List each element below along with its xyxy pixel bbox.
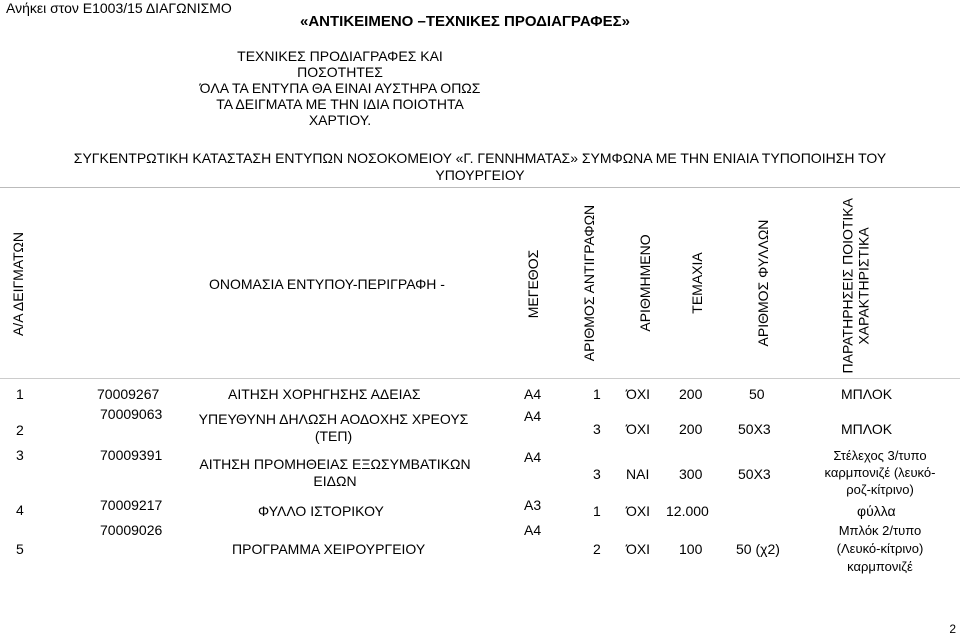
row-name: ΦΥΛΛΟ ΙΣΤΟΡΙΚΟΥ [258,503,384,519]
intro-line: ΧΑΡΤΙΟΥ. [308,112,372,128]
column-header-sheets: ΑΡΙΘΜΟΣ ΦΥΛΛΩΝ [755,219,771,347]
row-notes [805,522,955,576]
notes-line: ΧΑΡΑΚΤΗΡΙΣΤΙΚΑ [855,227,872,345]
row-name-line: ΑΙΤΗΣΗ ΠΡΟΜΗΘΕΙΑΣ ΕΞΩΣΥΜΒΑΤΙΚΩΝ [199,456,471,472]
row-aa: 4 [16,502,24,518]
row-pieces: 12.000 [666,503,709,519]
row-size: Α4 [524,449,542,465]
row-code: 70009217 [100,497,163,513]
intro-line: ΠΟΣΟΤΗΤΕΣ [297,64,383,80]
header-belongs-to: Ανήκει στον Ε1003/15 ΔΙΑΓΩΝΙΣΜΟ [6,0,232,16]
row-copies: 2 [593,541,601,557]
summary-line: ΣΥΓΚΕΝΤΡΩΤΙΚΗ ΚΑΤΑΣΤΑΣΗ ΕΝΤΥΠΩΝ ΝΟΣΟΚΟΜΕΙΟΥ «Γ. ΓΕΝΝΗΜΑΤΑΣ» ΣΥΜΦΩΝΑ ΜΕ ΤΗΝ ΕΝΙΑΙΑ ΤΥΠΟΠΟΙΗΣΗ ΤΟΥ [73,150,887,166]
row-sheets: 50 (χ2) [736,541,780,557]
row-name-line: (ΤΕΠ) [314,428,353,444]
column-header-aa: Α/Α ΔΕΙΓΜΑΤΩΝ [10,231,26,337]
row-notes: ΜΠΛΟΚ [841,386,893,402]
row-aa: 5 [16,541,24,557]
column-header-numbered: ΑΡΙΘΜΗΜΕΝΟ [637,234,653,332]
summary-separator [0,187,960,188]
page-number: 2 [949,622,956,636]
row-notes [805,447,955,498]
column-header-notes [840,199,872,374]
intro-line: ΤΑ ΔΕΙΓΜΑΤΑ ΜΕ ΤΗΝ ΙΔΙΑ ΠΟΙΟΤΗΤΑ [216,96,464,112]
row-aa: 2 [16,422,24,438]
row-numbered: ΌΧΙ [626,503,651,519]
column-header-pieces: ΤΕΜΑΧΙΑ [689,252,705,314]
row-code: 70009391 [100,447,163,463]
intro-line: ΤΕΧΝΙΚΕΣ ΠΡΟΔΙΑΓΡΑΦΕΣ ΚΑΙ [237,48,443,64]
row-aa: 3 [16,447,24,463]
row-numbered: ΝΑΙ [626,466,650,482]
intro-block [160,48,520,128]
row-size: Α4 [524,408,542,424]
notes-line: ΠΑΡΑΤΗΡΗΣΕΙΣ ΠΟΙΟΤΙΚΑ [839,198,856,374]
row-numbered: ΌΧΙ [626,421,651,437]
page-title: «ΑΝΤΙΚΕΙΜΕΝΟ –ΤΕΧΝΙΚΕΣ ΠΡΟΔΙΑΓΡΑΦΕΣ» [300,13,630,30]
row-size: Α4 [524,386,542,402]
row-pieces: 200 [679,421,703,437]
column-header-size: ΜΕΓΕΘΟΣ [525,249,541,319]
row-copies: 3 [593,466,601,482]
row-notes: φύλλα [857,503,896,519]
row-name [180,456,490,490]
row-name-line: ΥΠΕΥΘΥΝΗ ΔΗΛΩΣΗ ΑΟΔΟΧΗΣ ΧΡΕΟΥΣ [198,411,469,427]
row-notes-line: (Λευκό-κίτρινο) [836,541,924,556]
row-name-line: ΕΙΔΩΝ [313,473,357,489]
row-pieces: 100 [679,541,703,557]
row-notes-line: Στέλεχος 3/τυπο [833,448,927,463]
row-aa: 1 [16,386,24,402]
row-notes-line: καρμπονιζέ [847,559,913,574]
row-name [186,411,481,445]
row-sheets: 50Χ3 [738,421,771,437]
column-header-name: ΟΝΟΜΑΣΙΑ ΕΝΤΥΠΟΥ-ΠΕΡΙΓΡΑΦΗ - [209,276,445,292]
row-sheets: 50Χ3 [738,466,771,482]
row-code: 70009063 [100,406,163,422]
row-code: 70009026 [100,522,163,538]
row-code: 70009267 [97,386,160,402]
row-name: ΠΡΟΓΡΑΜΜΑ ΧΕΙΡΟΥΡΓΕΙΟΥ [232,541,426,557]
header-rule [0,378,960,379]
row-size: Α4 [524,522,542,538]
row-pieces: 200 [679,386,703,402]
row-notes: ΜΠΛΟΚ [841,421,893,437]
row-numbered: ΌΧΙ [626,541,651,557]
summary-heading [30,150,930,184]
summary-line: ΥΠΟΥΡΓΕΙΟΥ [435,167,525,183]
row-notes-line: καρμπονιζέ (λευκό- [824,465,936,480]
row-name: ΑΙΤΗΣΗ ΧΟΡΗΓΗΣΗΣ ΑΔΕΙΑΣ [228,386,421,402]
row-copies: 1 [593,386,601,402]
intro-line: ΌΛΑ ΤΑ ΕΝΤΥΠΑ ΘΑ ΕΙΝΑΙ ΑΥΣΤΗΡΑ ΟΠΩΣ [199,80,481,96]
column-header-copies: ΑΡΙΘΜΟΣ ΑΝΤΙΓΡΑΦΩΝ [581,204,597,362]
row-pieces: 300 [679,466,703,482]
row-size: Α3 [524,497,542,513]
row-copies: 3 [593,421,601,437]
row-numbered: ΌΧΙ [626,386,651,402]
row-sheets: 50 [749,386,765,402]
row-copies: 1 [593,503,601,519]
row-notes-line: Μπλόκ 2/τυπο [838,523,922,538]
row-notes-line: ροζ-κίτρινο) [846,482,914,497]
